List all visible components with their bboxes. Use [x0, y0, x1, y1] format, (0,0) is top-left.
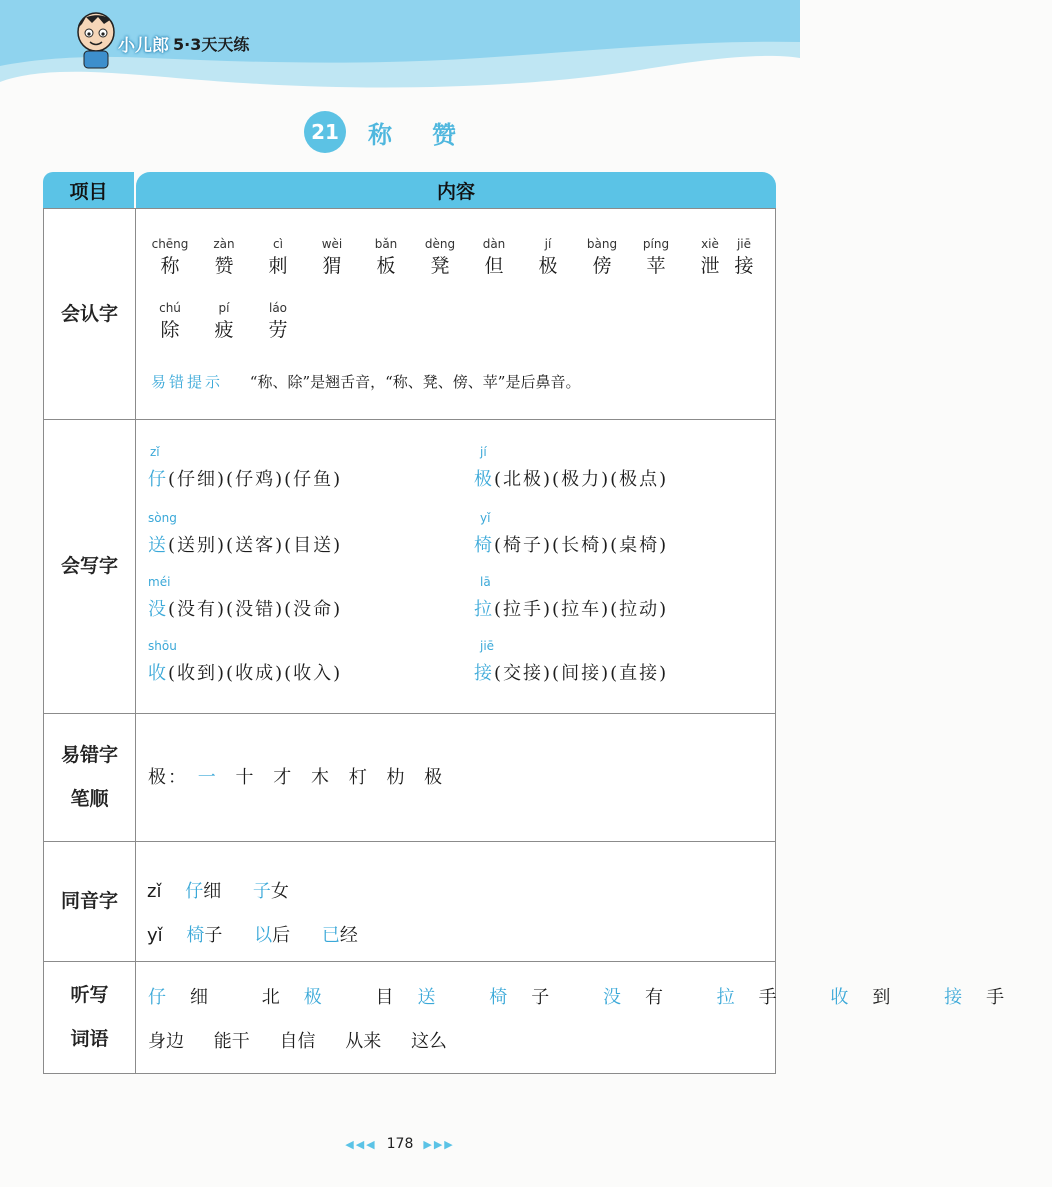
write-item: 拉(拉手)(拉车)(拉动)	[474, 599, 669, 620]
dictation-word: 能干	[213, 1031, 250, 1052]
char-cell: chú 除	[159, 301, 181, 341]
right-arrows-icon: ▶▶▶	[423, 1137, 455, 1151]
brand-main: 小儿郎	[118, 35, 169, 56]
write-item: 没(没有)(没错)(没命)	[148, 599, 343, 620]
write-item: 仔(仔细)(仔鸡)(仔鱼)	[148, 469, 343, 490]
brand	[118, 30, 249, 56]
pinyin: jí	[480, 445, 487, 459]
char-cell: dàn 但	[482, 237, 506, 277]
char-cell: cì 刺	[268, 237, 288, 277]
write-item: 极(北极)(极力)(极点)	[474, 469, 669, 490]
stroke-step: 一	[197, 767, 218, 788]
dictation-word: 仔 细	[148, 987, 208, 1008]
char-cell: jí 极	[538, 237, 558, 277]
write-item: 送(送别)(送客)(目送)	[148, 535, 343, 556]
tip-text: “称、除”是翘舌音，“称、凳、傍、苹”是后鼻音。	[249, 373, 581, 391]
dictation-word: 接 手	[944, 987, 1005, 1008]
label-write: 会写字	[60, 555, 118, 577]
lesson-title: 称赞	[368, 120, 496, 149]
pinyin: shōu	[148, 639, 177, 653]
stroke-step: 才	[273, 767, 294, 788]
column-divider	[135, 209, 136, 1073]
write-item: 椅(椅子)(长椅)(桌椅)	[474, 535, 669, 556]
char-cell: láo 劳	[268, 301, 288, 341]
stroke-step: 木	[310, 767, 331, 788]
row-divider	[44, 841, 775, 842]
stroke-step: 朾	[348, 767, 369, 788]
dictation-row-2	[148, 1027, 471, 1053]
char-cell: dèng 凳	[424, 237, 456, 277]
dictation-word: 拉 手	[716, 987, 777, 1008]
row-divider	[44, 419, 775, 420]
char-cell: píng 苹	[642, 237, 670, 277]
dictation-word: 自信	[279, 1031, 316, 1052]
table-body	[43, 208, 1005, 1074]
dictation-word: 北 极	[261, 987, 322, 1008]
mascot-icon	[70, 8, 122, 70]
label-homophone: 同音字	[60, 890, 118, 912]
dictation-word: 目 送	[375, 987, 436, 1008]
char-cell: jiē 接	[734, 237, 754, 277]
pinyin: jiē	[480, 639, 495, 653]
write-item: 接(交接)(间接)(直接)	[474, 663, 669, 684]
label-recognize: 会认字	[60, 303, 118, 325]
dictation-word: 身边	[148, 1031, 184, 1052]
char-cell: zàn 赞	[213, 237, 235, 277]
header-content: 内容	[136, 172, 776, 208]
label-dictation: 听写 词语	[70, 984, 109, 1050]
table-header	[43, 172, 776, 208]
header-item: 项目	[43, 172, 134, 208]
pinyin: zǐ	[150, 445, 160, 459]
dictation-word: 从来	[345, 1031, 382, 1052]
lesson-number: 21	[304, 111, 346, 153]
char-cell: wèi 猬	[321, 237, 343, 277]
char-cell: bàng 傍	[586, 237, 618, 277]
dictation-word: 收 到	[830, 987, 891, 1008]
dictation-row-1	[148, 983, 1052, 1009]
error-tip	[151, 371, 580, 392]
row-divider	[44, 961, 775, 962]
dictation-word: 椅 子	[489, 987, 550, 1008]
page-number: 178	[386, 1136, 414, 1152]
homophone-row: yǐ 椅子 以后 已经	[147, 925, 358, 946]
stroke-step: 极	[424, 767, 445, 788]
stroke-step: 十	[235, 767, 256, 788]
char-cell: xiè 泄	[700, 237, 720, 277]
label-stroke-order: 易错字 笔顺	[60, 744, 118, 810]
char-cell: pí 疲	[214, 301, 234, 341]
stroke-char: 极：	[148, 767, 188, 788]
char-cell: bǎn 板	[374, 237, 398, 277]
dictation-word: 这么	[410, 1031, 447, 1052]
brand-sub: 5·3天天练	[173, 34, 250, 54]
write-item: 收(收到)(收成)(收入)	[148, 663, 343, 684]
char-cell: chēng 称	[151, 237, 189, 277]
row-divider	[44, 713, 775, 714]
left-arrows-icon: ◀◀◀	[345, 1137, 377, 1151]
lesson-table	[43, 172, 1005, 1072]
pinyin: yǐ	[480, 511, 491, 525]
dictation-word: 没 有	[602, 987, 663, 1008]
homophone-row: zǐ 仔细 子女	[147, 881, 289, 902]
pinyin: sòng	[148, 511, 177, 525]
pinyin: méi	[148, 575, 171, 589]
stroke-order	[148, 763, 444, 789]
stroke-step: 朸	[386, 767, 407, 788]
page-title	[0, 110, 800, 154]
tip-label: 易错提示	[151, 373, 224, 391]
page-footer	[0, 1133, 800, 1155]
pinyin: lā	[480, 575, 491, 589]
